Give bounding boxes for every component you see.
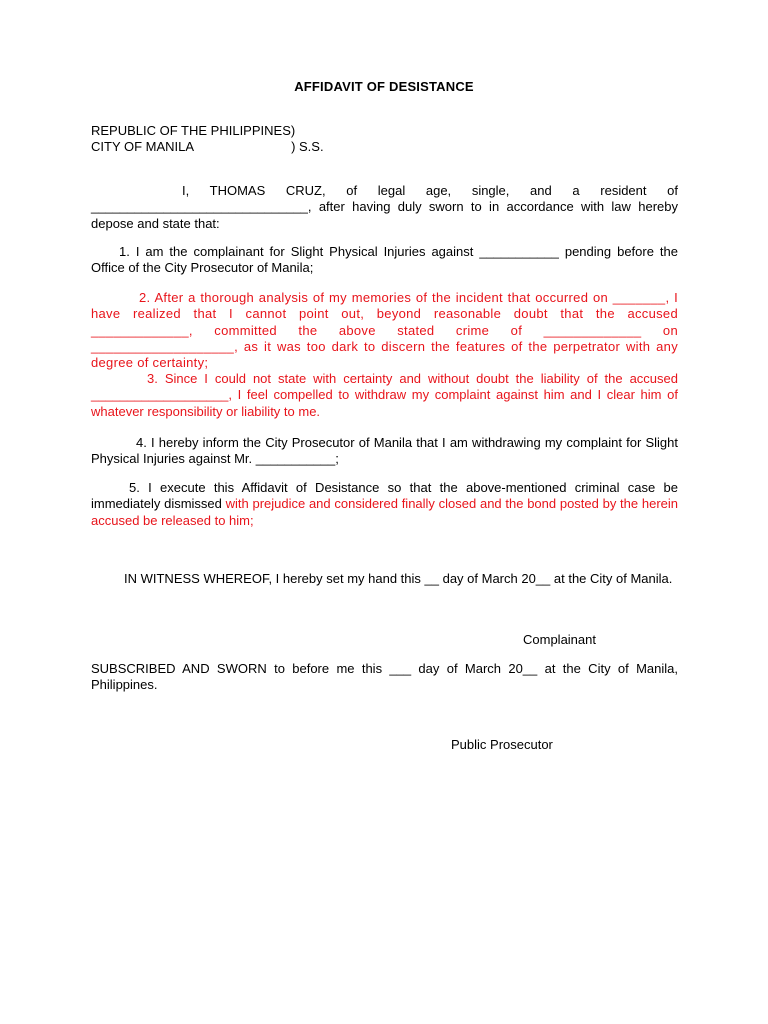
item-2-paragraph: 2. After a thorough analysis of my memories of the incident that occurred on _______, I have realized that I cannot point out, beyond reasonable doubt that the accused _____________, committed the above stated crime of _____________ on ___________________, as it was too dark to discern the features of the perpetrator with any degree of certainty; xyxy=(91,290,678,371)
venue-caption xyxy=(91,123,324,155)
caption-city: CITY OF MANILA xyxy=(91,139,195,154)
item-4-paragraph: 4. I hereby inform the City Prosecutor of Manila that I am withdrawing my complaint for Slight Physical Injuries against Mr. ___________; xyxy=(91,435,678,467)
caption-ss: ) S.S. xyxy=(291,139,324,154)
complainant-signature-label: Complainant xyxy=(523,632,596,647)
caption-city-line xyxy=(91,139,324,155)
witness-paragraph: IN WITNESS WHEREOF, I hereby set my hand this __ day of March 20__ at the City of Manila. xyxy=(124,571,673,586)
item-3-paragraph: 3. Since I could not state with certainty and without doubt the liability of the accused ___________________, I feel compelled to withdraw my complaint against him and I clear him of whatever responsibility or liability to me. xyxy=(91,371,678,419)
item-5-text: 5. I execute this Affidavit of Desistance so that the above-mentioned criminal case be immediately dismissed xyxy=(91,480,678,512)
intro-paragraph: I, THOMAS CRUZ, of legal age, single, and a resident of ______________________________, after having duly sworn to in accordance with law hereby depose and state that: xyxy=(91,183,678,231)
caption-republic: REPUBLIC OF THE PHILIPPINES) xyxy=(91,123,296,138)
document-title: AFFIDAVIT OF DESISTANCE xyxy=(294,79,474,94)
item-5-red-text: with prejudice and considered finally closed and the bond posted by the herein accused be released to him; xyxy=(91,496,678,528)
item-1-paragraph: 1. I am the complainant for Slight Physical Injuries against ___________ pending before the Office of the City Prosecutor of Manila; xyxy=(91,244,678,276)
prosecutor-signature-label: Public Prosecutor xyxy=(451,737,553,752)
subscribed-paragraph: SUBSCRIBED AND SWORN to before me this ___ day of March 20__ at the City of Manila, Philippines. xyxy=(91,661,678,693)
item-5-paragraph xyxy=(91,480,678,529)
